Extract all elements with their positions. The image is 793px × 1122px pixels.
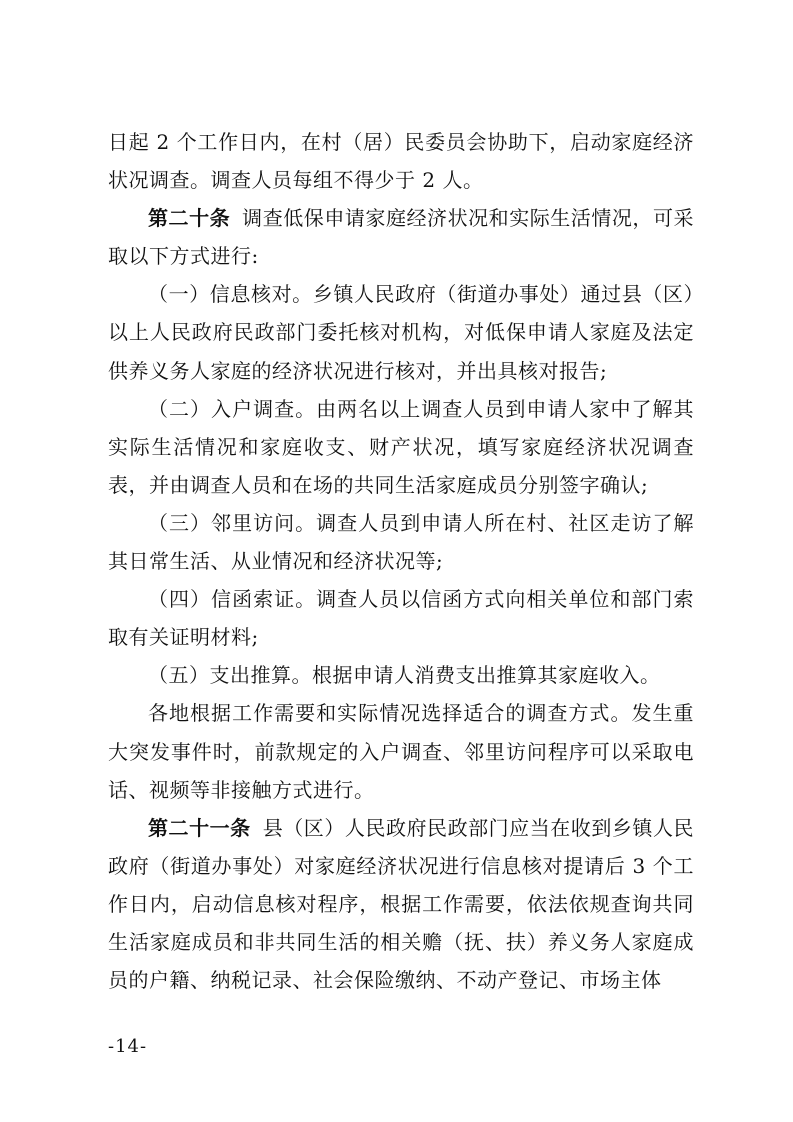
document-body <box>108 123 694 999</box>
item-expenditure-estimate: （五）支出推算。根据申请人消费支出推算其家庭收入。 <box>148 663 661 688</box>
item-letter-evidence: （四）信函索证。调查人员以信函方式向相关单位和部门索取有关证明材料; <box>108 587 694 650</box>
page-number: -14- <box>108 1036 148 1057</box>
item-home-investigation: （二）入户调查。由两名以上调查人员到申请人家中了解其实际生活情况和家庭收支、财产状况，填写家庭经济状况调查表，并由调查人员和在场的共同生活家庭成员分别签字确认; <box>108 396 694 497</box>
article-20-number: 第二十条 <box>148 206 231 231</box>
article-20-paragraph <box>108 199 694 275</box>
article-21-number: 第二十一条 <box>148 815 251 840</box>
item-info-verification: （一）信息核对。乡镇人民政府（街道办事处）通过县（区）以上人民政府民政部门委托核对机构，对低保申请人家庭及法定供养义务人家庭的经济状况进行核对，并出具核对报告; <box>108 282 694 383</box>
item-neighborhood-visit: （三）邻里访问。调查人员到申请人所在村、社区走访了解其日常生活、从业情况和经济状况等; <box>108 510 694 574</box>
paragraph-investigation-methods: 各地根据工作需要和实际情况选择适合的调查方式。发生重大突发事件时，前款规定的入户调查、邻里访问程序可以采取电话、视频等非接触方式进行。 <box>108 701 694 802</box>
article-21-text: 县（区）人民政府民政部门应当在收到乡镇人民政府（街道办事处）对家庭经济状况进行信息核对提请后 3 个工作日内，启动信息核对程序，根据工作需要，依法依规查询共同生活家庭成员和非共同生活的相关赡（抚、扶）养义务人家庭成员的户籍、纳税记录、社会保险缴纳、不动产登记、市场主体 <box>108 815 695 993</box>
article-20-text: 调查低保申请家庭经济状况和实际生活情况，可采取以下方式进行: <box>108 206 695 269</box>
article-21-paragraph <box>108 809 694 999</box>
paragraph-continuation: 日起 2 个工作日内，在村（居）民委员会协助下，启动家庭经济状况调查。调查人员每组不得少于 2 人。 <box>108 130 694 193</box>
